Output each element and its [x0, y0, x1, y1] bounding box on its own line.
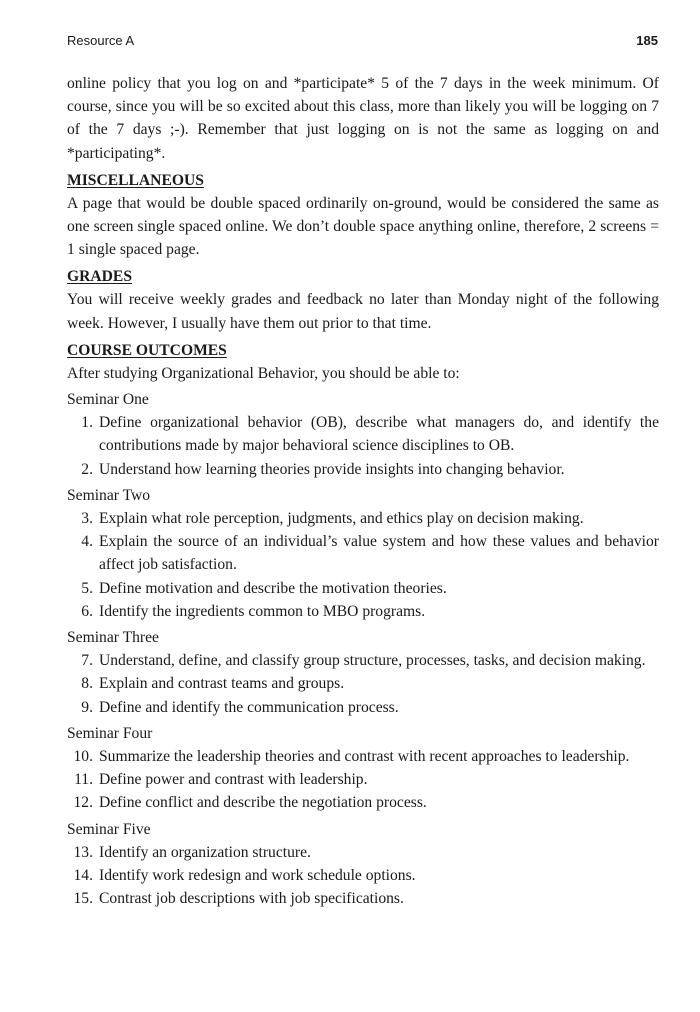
- outcome-item: [67, 672, 659, 695]
- outcome-number: 3.: [81, 510, 93, 528]
- outcome-item: [67, 841, 659, 864]
- outcome-list: [67, 411, 659, 481]
- outcome-item: [67, 745, 659, 768]
- outcome-item: [67, 768, 659, 791]
- outcome-text: Define organizational behavior (OB), describe what managers do, and identify the contributions made by major behavioral science disciplines to OB.: [99, 414, 659, 455]
- outcome-number: 4.: [81, 533, 93, 551]
- outcome-number: 15.: [73, 890, 93, 908]
- outcome-text: Understand, define, and classify group structure, processes, tasks, and decision making.: [99, 652, 646, 670]
- outcome-item: [67, 696, 659, 719]
- course-outcomes-heading: COURSE OUTCOMES: [67, 341, 227, 359]
- outcome-item: [67, 600, 659, 623]
- outcome-item: [67, 411, 659, 457]
- course-outcomes-intro: After studying Organizational Behavior, you should be able to:: [67, 364, 460, 382]
- seminar-title: Seminar Two: [67, 486, 151, 504]
- outcome-number: 14.: [73, 867, 93, 885]
- outcome-text: Define and identify the communication process.: [99, 698, 399, 716]
- outcome-list: [67, 841, 659, 911]
- outcome-number: 9.: [81, 698, 93, 716]
- outcome-text: Explain what role perception, judgments, and ethics play on decision making.: [99, 510, 584, 528]
- outcome-list: [67, 649, 659, 719]
- outcome-item: [67, 530, 659, 576]
- seminar-title: Seminar One: [67, 391, 149, 409]
- page-number: 185: [636, 33, 658, 48]
- outcome-item: [67, 887, 659, 910]
- outcome-number: 12.: [73, 794, 93, 812]
- outcome-item: [67, 507, 659, 530]
- outcome-text: Explain and contrast teams and groups.: [99, 675, 345, 693]
- outcome-number: 8.: [81, 675, 93, 693]
- page-body: [67, 72, 659, 911]
- outcome-text: Define conflict and describe the negotiation process.: [99, 794, 427, 812]
- outcome-number: 11.: [74, 771, 93, 789]
- outcome-item: [67, 458, 659, 481]
- intro-paragraph: online policy that you log on and *participate* 5 of the 7 days in the week minimum. Of course, since you will be so excited about this class, more than likely you will be logging on 7 of the 7 days ;-). Remember that just logging on is not the same as logging on and *participating*.: [67, 75, 659, 162]
- outcome-text: Understand how learning theories provide insights into changing behavior.: [99, 460, 565, 478]
- outcome-item: [67, 649, 659, 672]
- miscellaneous-heading: MISCELLANEOUS: [67, 171, 204, 189]
- outcome-text: Identify an organization structure.: [99, 843, 311, 861]
- outcome-number: 10.: [73, 748, 93, 766]
- outcome-text: Summarize the leadership theories and contrast with recent approaches to leadership.: [99, 748, 630, 766]
- outcome-list: [67, 507, 659, 623]
- miscellaneous-text: A page that would be double spaced ordinarily on-ground, would be considered the same as one screen single spaced online. We don’t double space anything online, therefore, 2 screens = 1 single spaced page.: [67, 194, 659, 259]
- outcome-number: 5.: [81, 579, 93, 597]
- outcome-text: Explain the source of an individual’s value system and how these values and behavior affect job satisfaction.: [99, 533, 659, 574]
- outcome-item: [67, 791, 659, 814]
- running-head: [67, 33, 658, 51]
- outcome-number: 7.: [81, 652, 93, 670]
- outcome-number: 6.: [81, 602, 93, 620]
- outcome-text: Identify work redesign and work schedule options.: [99, 867, 416, 885]
- outcome-text: Identify the ingredients common to MBO programs.: [99, 602, 426, 620]
- outcome-item: [67, 577, 659, 600]
- outcome-number: 2.: [81, 460, 93, 478]
- grades-text: You will receive weekly grades and feedback no later than Monday night of the following week. However, I usually have them out prior to that time.: [67, 291, 659, 332]
- seminar-title: Seminar Four: [67, 724, 153, 742]
- outcome-list: [67, 745, 659, 815]
- outcome-number: 13.: [73, 843, 93, 861]
- section-label: Resource A: [67, 33, 135, 48]
- seminar-title: Seminar Five: [67, 820, 151, 838]
- seminar-title: Seminar Three: [67, 629, 159, 647]
- outcome-text: Define motivation and describe the motivation theories.: [99, 579, 447, 597]
- outcome-text: Define power and contrast with leadership.: [99, 771, 368, 789]
- outcome-number: 1.: [81, 414, 93, 432]
- grades-heading: GRADES: [67, 268, 132, 286]
- outcome-item: [67, 864, 659, 887]
- outcome-text: Contrast job descriptions with job specifications.: [99, 890, 404, 908]
